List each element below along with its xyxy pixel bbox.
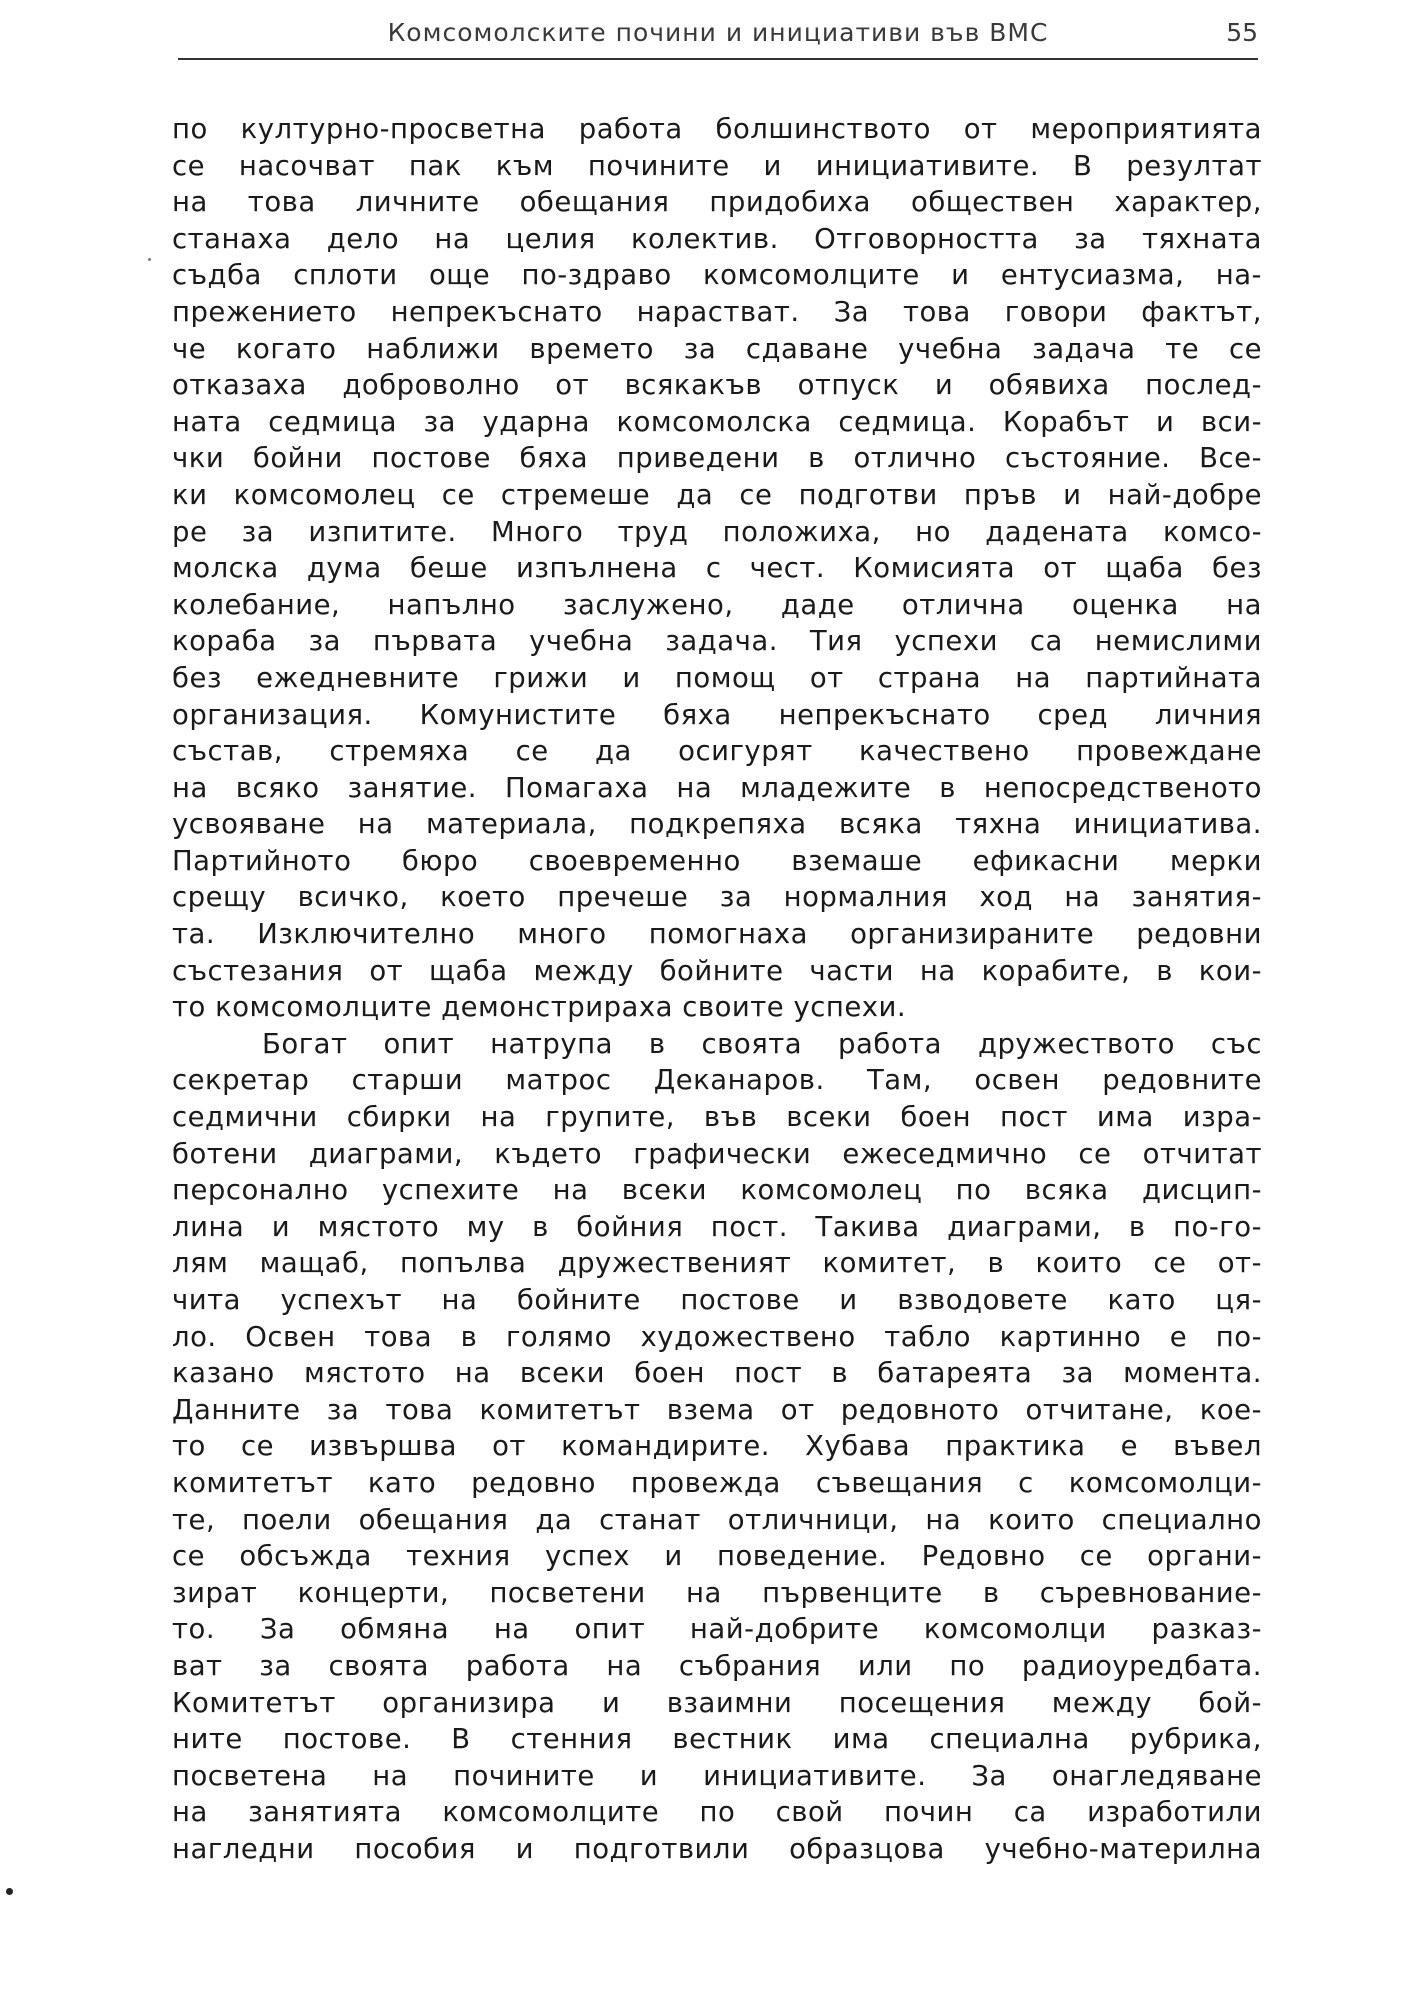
text-line: ните постове. В стенния вестник има специална рубрика,	[172, 1723, 1262, 1756]
text-line: прежението непрекъснато нарастват. За това говори фактът,	[172, 295, 1262, 328]
text-line: седмични сбирки на групите, във всеки боен пост има изра-	[172, 1101, 1262, 1134]
text-line: то. За обмяна на опит най-добрите комсомолци разказ-	[172, 1613, 1262, 1646]
text-line: ботени диаграми, където графически ежеседмично се отчитат	[172, 1137, 1262, 1170]
page-header	[178, 14, 1258, 60]
text-line: без ежедневните грижи и помощ от страна на партийната	[172, 661, 1262, 694]
margin-dot	[6, 1888, 13, 1895]
text-line: станаха дело на целия колектив. Отговорността за тяхната	[172, 222, 1262, 255]
text-line: молска дума беше изпълнена с чест. Комисията от щаба без	[172, 552, 1262, 585]
text-line: та. Изключително много помогнаха организираните редовни	[172, 918, 1262, 951]
page-number: 55	[1226, 18, 1258, 47]
text-line: то комсомолците демонстрираха своите успехи.	[172, 991, 907, 1024]
text-line: на всяко занятие. Помагаха на младежите в непосредственото	[172, 771, 1262, 804]
text-line: кораба за първата учебна задача. Тия успехи са немислими	[172, 625, 1262, 658]
text-line: зират концерти, посветени на първенците в съревнование-	[172, 1576, 1262, 1609]
text-line: чки бойни постове бяха приведени в отлично състояние. Все-	[172, 442, 1262, 475]
text-line: ват за своята работа на събрания или по радиоуредбата.	[172, 1649, 1262, 1682]
text-line: то се извършва от командирите. Хубава практика е въвел	[172, 1430, 1262, 1463]
text-line: лям мащаб, попълва дружественият комитет, в които се от-	[172, 1247, 1262, 1280]
text-line: ре за изпитите. Много труд положиха, но дадената комсо-	[172, 515, 1262, 548]
text-line: срещу всичко, което пречеше за нормалния ход на занятия-	[172, 881, 1262, 914]
text-line: на това личните обещания придобиха обществен характер,	[172, 186, 1262, 219]
text-line: по културно-просветна работа болшинството от мероприятията	[172, 113, 1262, 145]
text-line: ки комсомолец се стремеше да се подготви пръв и най-добре	[172, 478, 1262, 511]
text-line: отказаха доброволно от всякакъв отпуск и обявиха послед-	[172, 369, 1262, 402]
text-line: Данните за това комитетът взема от редовното отчитане, кое-	[172, 1393, 1262, 1426]
text-line: казано мястото на всеки боен пост в батареята за момента.	[172, 1357, 1262, 1390]
text-line: че когато наближи времето за сдаване учебна задача те се	[172, 332, 1262, 365]
text-line: на занятията комсомолците по свой почин са изработили	[172, 1796, 1262, 1829]
text-line: Комитетът организира и взаимни посещения между бой-	[172, 1686, 1262, 1719]
text-line: съдба сплоти още по-здраво комсомолците и ентусиазма, на-	[172, 259, 1262, 292]
text-line: Партийното бюро своевременно вземаше ефикасни мерки	[172, 844, 1262, 877]
text-line: Богат опит натрупа в своята работа дружеството със	[262, 1027, 1262, 1060]
text-line: ло. Освен това в голямо художествено табло картинно е по-	[172, 1320, 1262, 1353]
text-line: състав, стремяха се да осигурят качествено провеждане	[172, 735, 1262, 768]
text-line: се насочват пак към почините и инициативите. В резултат	[172, 149, 1262, 182]
text-line: персонално успехите на всеки комсомолец по всяка дисцип-	[172, 1174, 1262, 1207]
text-line: колебание, напълно заслужено, даде отлична оценка на	[172, 588, 1262, 621]
paragraph	[172, 1026, 1262, 1868]
body-text	[172, 111, 1262, 1868]
running-title: Комсомолските почини и инициативи във ВМС	[387, 18, 1049, 47]
text-line: комитетът като редовно провежда съвещания с комсомолци-	[172, 1466, 1262, 1499]
text-line: усвояване на материала, подкрепяха всяка тяхна инициатива.	[172, 808, 1262, 841]
margin-speck	[148, 258, 151, 261]
text-line: организация. Комунистите бяха непрекъснато сред личния	[172, 698, 1262, 731]
text-line: нагледни пособия и подготвили образцова учебно-материлна	[172, 1832, 1262, 1865]
text-line: лина и мястото му в бойния пост. Такива диаграми, в по-го-	[172, 1210, 1262, 1243]
text-line: те, поели обещания да станат отличници, на които специално	[172, 1503, 1262, 1536]
text-line: състезания от щаба между бойните части на корабите, в кои-	[172, 954, 1262, 987]
text-line: секретар старши матрос Деканаров. Там, освен редовните	[172, 1064, 1262, 1097]
text-line: чита успехът на бойните постове и взводовете като ця-	[172, 1284, 1262, 1316]
paragraph	[172, 111, 1262, 1026]
text-line: ната седмица за ударна комсомолска седмица. Корабът и вси-	[172, 405, 1262, 438]
text-line: се обсъжда техния успех и поведение. Редовно се органи-	[172, 1540, 1262, 1573]
text-line: посветена на почините и инициативите. За онагледяване	[172, 1759, 1262, 1792]
